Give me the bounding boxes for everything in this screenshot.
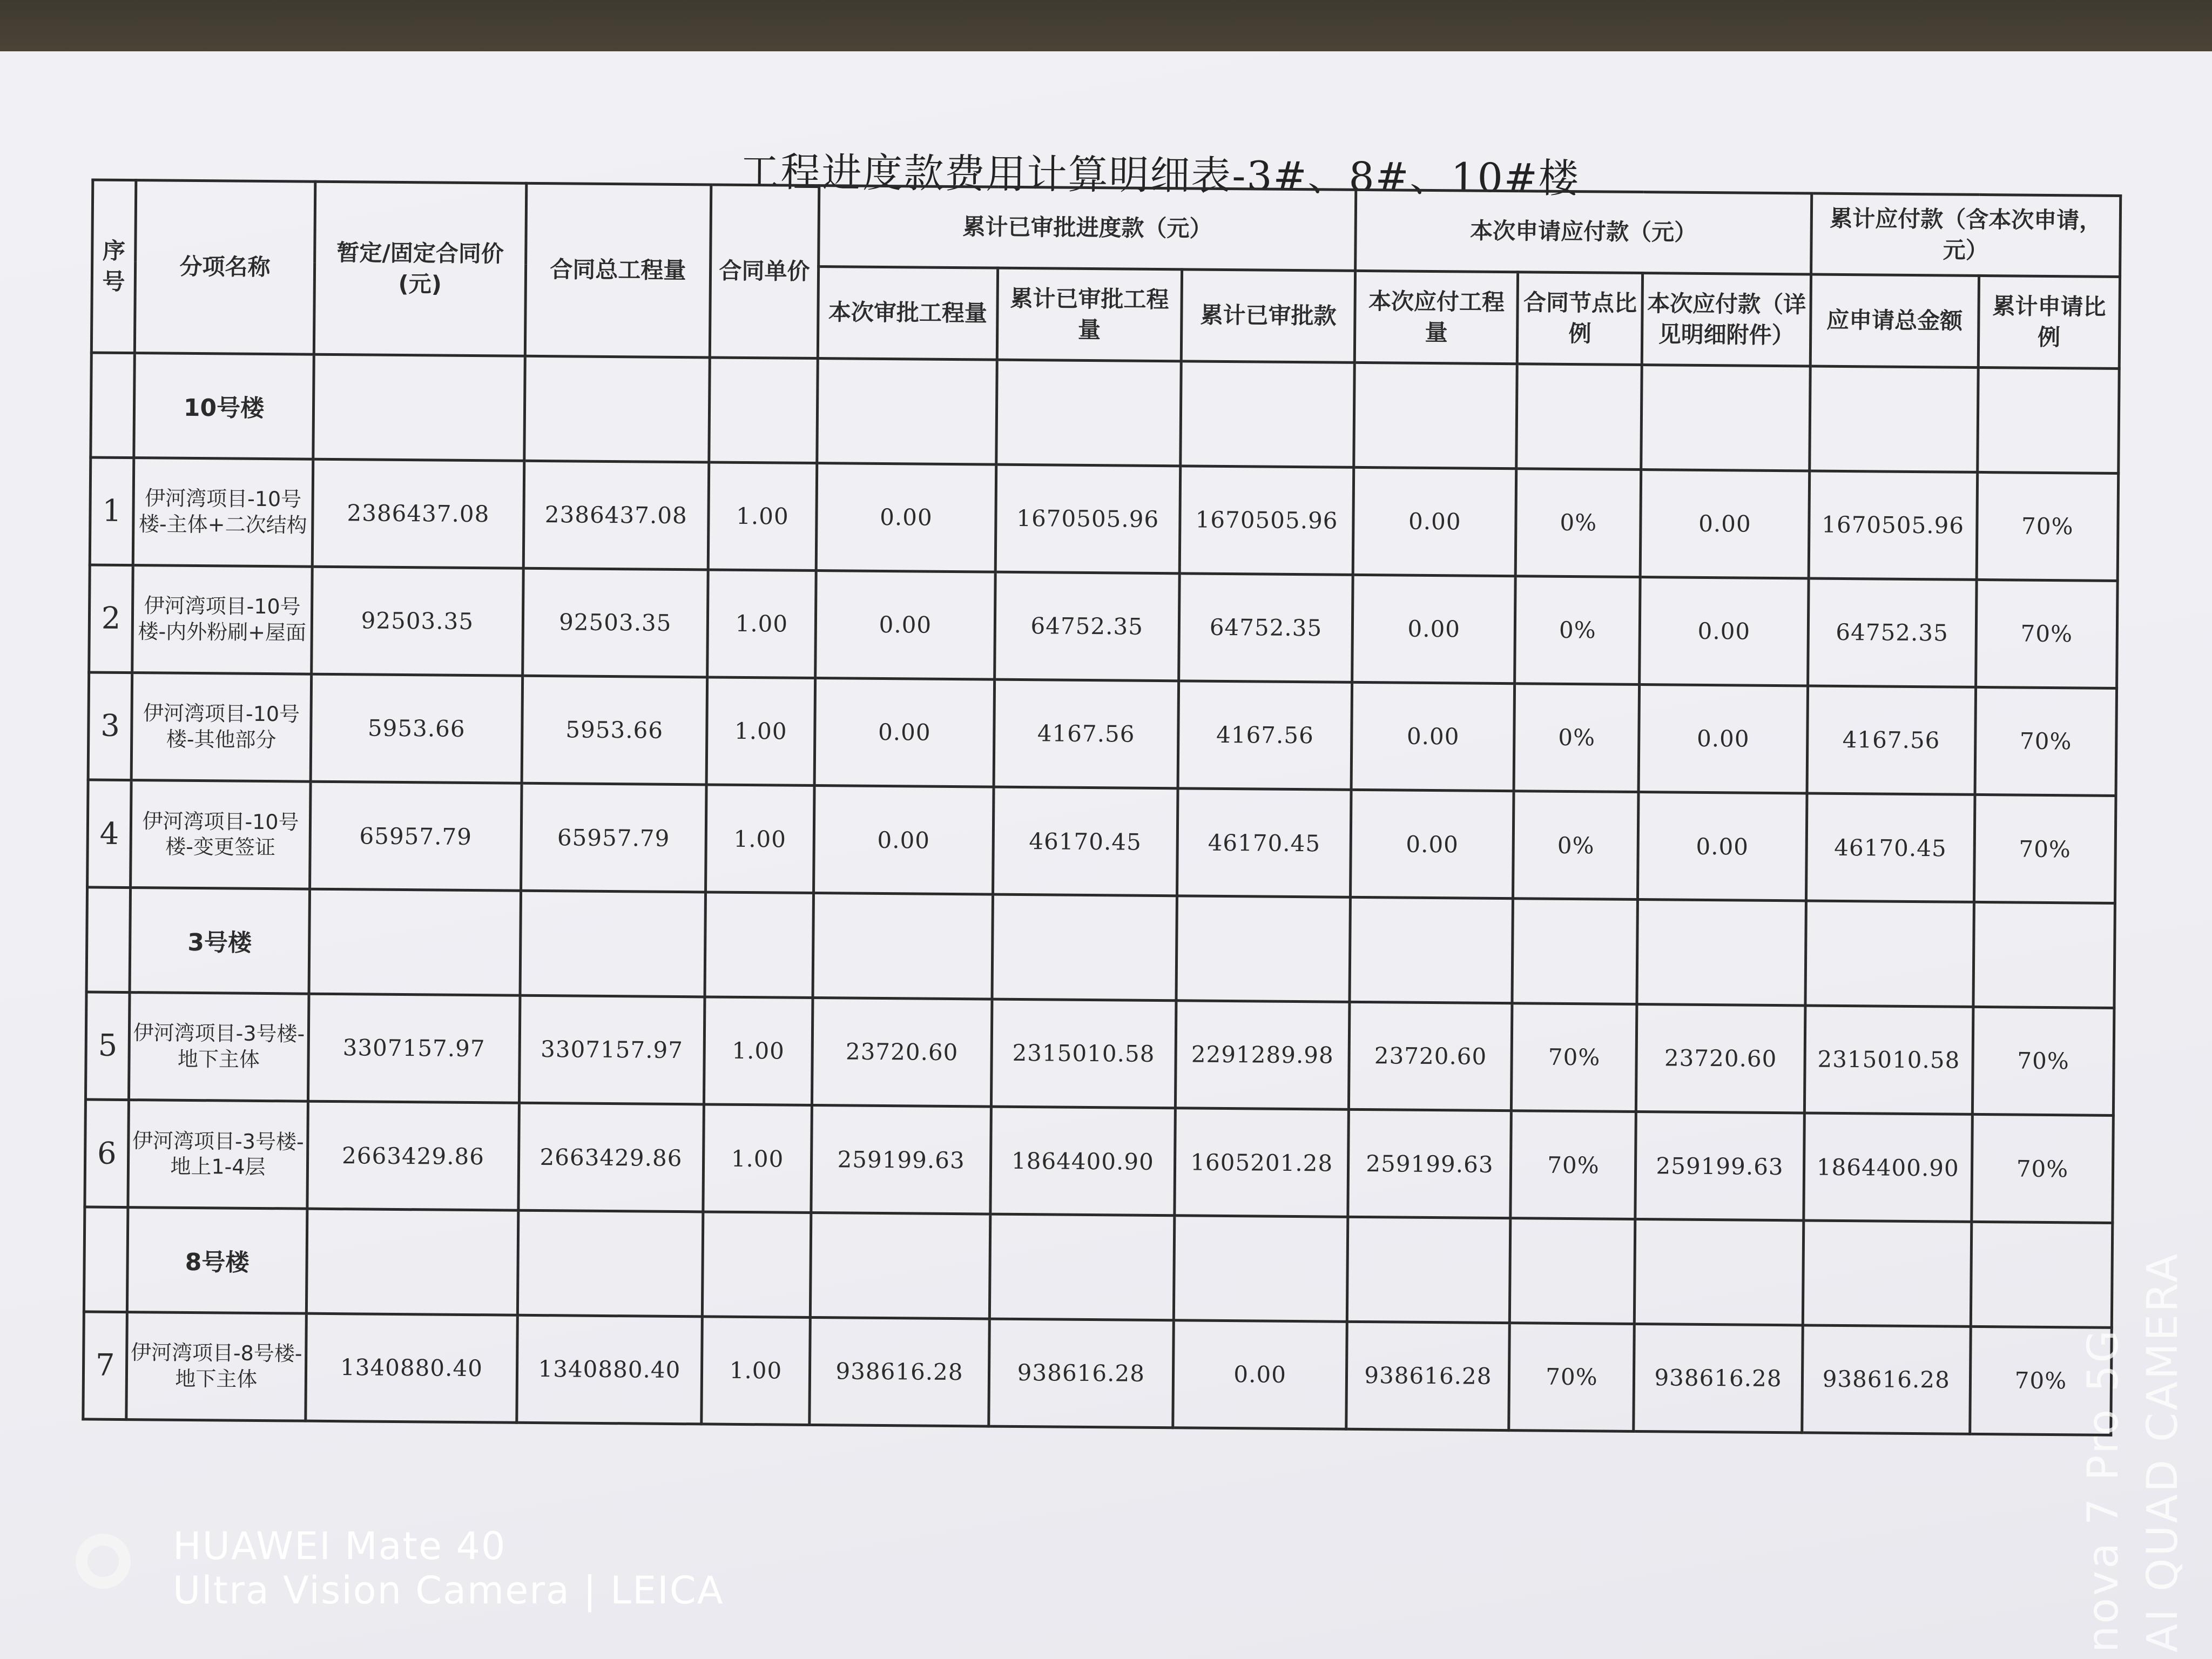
empty-cell (1181, 361, 1355, 467)
header-request-amt: 本次应付款（详见明细附件） (1642, 273, 1811, 366)
cell-approved-cum-qty: 1864400.90 (990, 1107, 1175, 1216)
cell-request-qty: 259199.63 (1348, 1109, 1512, 1218)
cell-contract-price: 5953.66 (311, 674, 523, 783)
row-item-name: 伊河湾项目-3号楼-地上1-4层 (128, 1100, 308, 1209)
empty-cell (1641, 365, 1810, 471)
empty-cell (1637, 900, 1806, 1006)
header-request-qty: 本次应付工程量 (1355, 271, 1519, 363)
cell-contract-price: 1340880.40 (305, 1313, 517, 1422)
empty-cell (1350, 897, 1513, 1003)
cell-request-qty: 0.00 (1353, 467, 1516, 576)
cell-approved-cum-amt: 2291289.98 (1175, 1001, 1350, 1110)
cell-approved-cum-qty: 2315010.58 (991, 999, 1176, 1108)
header-approved-group: 累计已审批进度款（元） (819, 186, 1356, 271)
group-row (91, 353, 2119, 473)
cell-request-amt: 0.00 (1640, 577, 1809, 686)
cell-request-amt: 23720.60 (1636, 1004, 1805, 1113)
cell-total-quantity: 1340880.40 (517, 1315, 702, 1424)
header-name: 分项名称 (135, 180, 315, 355)
cell-request-ratio: 70% (1510, 1111, 1636, 1219)
cell-cum-ratio: 70% (1975, 687, 2117, 795)
document-sheet (49, 135, 2149, 1442)
empty-cell (518, 1210, 703, 1317)
cell-request-ratio: 70% (1509, 1323, 1634, 1432)
cell-request-qty: 0.00 (1351, 682, 1515, 791)
side-watermark-camera: AI QUAD CAMERA (2139, 1251, 2187, 1653)
row-item-name: 伊河湾项目-3号楼-地下主体 (129, 992, 309, 1101)
empty-cell (1516, 364, 1642, 470)
cell-request-qty: 0.00 (1352, 575, 1516, 683)
cell-request-ratio: 0% (1516, 469, 1641, 577)
cell-approved-this: 259199.63 (811, 1105, 991, 1214)
cell-unit-price: 1.00 (708, 462, 817, 571)
row-seq: 4 (87, 780, 132, 888)
empty-cell (1347, 1217, 1511, 1323)
header-cum-total: 应申请总金额 (1810, 274, 1979, 367)
header-approved-this: 本次审批工程量 (818, 267, 998, 360)
cell-cum-ratio: 70% (1977, 472, 2119, 581)
cell-request-amt: 0.00 (1641, 469, 1810, 578)
cell-request-qty: 23720.60 (1349, 1002, 1513, 1110)
cell-contract-price: 92503.35 (311, 567, 523, 676)
table-body (83, 353, 2119, 1435)
table-row (85, 992, 2114, 1116)
table-row (83, 1312, 2112, 1435)
header-unit-price: 合同单价 (710, 185, 819, 359)
cell-request-qty: 0.00 (1351, 790, 1514, 898)
cell-approved-this: 0.00 (817, 463, 996, 572)
cell-unit-price: 1.00 (707, 570, 816, 678)
empty-cell (309, 889, 521, 995)
empty-cell (813, 893, 993, 999)
group-label: 8号楼 (127, 1208, 307, 1313)
cell-approved-cum-amt: 1605201.28 (1175, 1108, 1349, 1217)
cell-approved-cum-amt: 46170.45 (1177, 788, 1351, 898)
watermark-camera: Ultra Vision Camera | LEICA (173, 1568, 724, 1613)
cell-request-amt: 0.00 (1638, 684, 1808, 793)
cell-unit-price: 1.00 (705, 785, 814, 893)
cell-cum-total: 2315010.58 (1804, 1006, 1973, 1115)
row-seq: 3 (88, 672, 132, 780)
group-row (86, 887, 2115, 1008)
header-contract-price: 暂定/固定合同价(元) (314, 181, 527, 356)
cell-request-amt: 938616.28 (1634, 1324, 1803, 1433)
table-row (90, 457, 2118, 581)
cell-approved-cum-qty: 4167.56 (994, 679, 1179, 788)
empty-cell (1803, 1220, 1972, 1326)
cell-request-qty: 938616.28 (1346, 1321, 1510, 1431)
cell-request-amt: 0.00 (1638, 792, 1807, 901)
header-approved-cum-amt: 累计已审批款 (1181, 269, 1355, 363)
cell-unit-price: 1.00 (706, 677, 815, 786)
group-seq-cell (86, 887, 131, 992)
cell-approved-cum-qty: 1670505.96 (995, 464, 1181, 574)
cell-approved-cum-qty: 46170.45 (993, 787, 1178, 896)
header-total-quantity: 合同总工程量 (525, 183, 711, 358)
header-row-1 (92, 180, 2121, 276)
empty-cell (520, 891, 705, 997)
cell-cum-total: 938616.28 (1802, 1325, 1971, 1434)
empty-cell (306, 1209, 518, 1315)
cell-request-ratio: 0% (1513, 791, 1638, 900)
empty-cell (705, 892, 814, 997)
cell-cum-ratio: 70% (1974, 794, 2116, 903)
table-row (85, 1100, 2113, 1223)
row-item-name: 伊河湾项目-10号楼-变更签证 (131, 780, 311, 889)
row-seq: 1 (90, 457, 134, 565)
empty-cell (1805, 901, 1974, 1007)
cell-approved-cum-amt: 0.00 (1173, 1320, 1347, 1429)
empty-cell (989, 1214, 1175, 1320)
cell-approved-this: 0.00 (815, 570, 995, 679)
cell-request-amt: 259199.63 (1635, 1111, 1804, 1220)
cell-approved-this: 23720.60 (812, 997, 992, 1107)
cell-total-quantity: 5953.66 (522, 676, 707, 785)
row-item-name: 伊河湾项目-8号楼-地下主体 (126, 1312, 306, 1421)
table-row (87, 780, 2116, 903)
header-seq: 序号 (91, 180, 136, 353)
empty-cell (1978, 367, 2120, 473)
cell-cum-ratio: 70% (1970, 1326, 2112, 1435)
cell-request-ratio: 70% (1512, 1003, 1637, 1112)
group-seq-cell (91, 353, 135, 457)
header-request-ratio: 合同节点比例 (1518, 272, 1643, 365)
cell-unit-price: 1.00 (704, 997, 813, 1105)
cell-approved-this: 0.00 (814, 678, 994, 787)
table-row (89, 565, 2117, 689)
empty-cell (992, 894, 1177, 1001)
cell-contract-price: 3307157.97 (308, 994, 520, 1103)
cell-cum-total: 4167.56 (1807, 686, 1976, 795)
header-cum-ratio: 累计申请比例 (1978, 275, 2120, 368)
empty-cell (702, 1212, 811, 1317)
cell-cum-total: 1864400.90 (1803, 1113, 1972, 1222)
empty-cell (1176, 896, 1351, 1002)
group-label: 3号楼 (130, 888, 309, 994)
cell-contract-price: 2386437.08 (312, 459, 524, 568)
cell-contract-price: 2663429.86 (307, 1101, 520, 1210)
empty-cell (1354, 362, 1518, 468)
header-request-group: 本次申请应付款（元） (1355, 190, 1812, 274)
cell-request-ratio: 0% (1515, 576, 1640, 685)
row-seq: 2 (89, 565, 133, 673)
cell-cum-ratio: 70% (1975, 579, 2117, 688)
cell-approved-this: 938616.28 (810, 1317, 989, 1426)
empty-cell (709, 358, 818, 463)
empty-cell (1809, 366, 1978, 472)
empty-cell (1174, 1216, 1348, 1321)
cell-approved-cum-amt: 1670505.96 (1179, 466, 1354, 575)
cell-total-quantity: 2386437.08 (523, 461, 709, 570)
cell-request-ratio: 0% (1514, 684, 1639, 792)
payment-table (82, 178, 2122, 1436)
row-item-name: 伊河湾项目-10号楼-主体+二次结构 (133, 457, 313, 567)
empty-cell (313, 354, 525, 461)
cell-total-quantity: 92503.35 (523, 568, 708, 677)
cell-approved-cum-amt: 4167.56 (1178, 681, 1352, 790)
cell-cum-ratio: 70% (1972, 1114, 2114, 1223)
group-seq-cell (84, 1207, 128, 1312)
cell-approved-cum-qty: 938616.28 (988, 1319, 1174, 1428)
row-seq: 6 (85, 1100, 129, 1208)
row-seq: 7 (83, 1312, 127, 1420)
cell-approved-cum-amt: 64752.35 (1179, 574, 1353, 683)
group-label: 10号楼 (134, 353, 314, 459)
cell-cum-total: 46170.45 (1806, 793, 1975, 902)
row-item-name: 伊河湾项目-10号楼-其他部分 (131, 673, 311, 782)
camera-logo-icon (76, 1534, 131, 1589)
empty-cell (1510, 1218, 1635, 1324)
header-cumulative-group: 累计应付款（含本次申请，元） (1811, 193, 2121, 276)
group-row (84, 1207, 2112, 1327)
empty-cell (1971, 1222, 2113, 1327)
cell-total-quantity: 65957.79 (521, 783, 706, 892)
watermark-device: HUAWEI Mate 40 (173, 1524, 507, 1568)
cell-total-quantity: 2663429.86 (518, 1103, 704, 1212)
cell-cum-total: 64752.35 (1808, 578, 1977, 687)
empty-cell (817, 359, 997, 464)
header-approved-cum-qty: 累计已审批工程量 (997, 268, 1182, 361)
cell-unit-price: 1.00 (703, 1104, 812, 1213)
empty-cell (524, 356, 710, 462)
empty-cell (1973, 902, 2115, 1008)
row-seq: 5 (85, 992, 130, 1100)
document-title: 工程进度款费用计算明细表-3#、8#、10#楼 (739, 149, 1580, 203)
cell-total-quantity: 3307157.97 (520, 995, 705, 1104)
empty-cell (996, 360, 1181, 466)
empty-cell (811, 1213, 990, 1319)
empty-cell (1512, 899, 1637, 1004)
empty-cell (1635, 1219, 1804, 1325)
cell-contract-price: 65957.79 (309, 781, 522, 891)
cell-cum-total: 1670505.96 (1809, 471, 1978, 580)
table-row (88, 672, 2116, 796)
cell-approved-cum-qty: 64752.35 (994, 572, 1179, 681)
cell-cum-ratio: 70% (1972, 1007, 2114, 1115)
cell-approved-this: 0.00 (814, 786, 994, 895)
cell-unit-price: 1.00 (701, 1317, 810, 1425)
side-watermark-model: nova 7 Pro 5G (2079, 1328, 2128, 1653)
row-item-name: 伊河湾项目-10号楼-内外粉刷+屋面 (132, 565, 312, 674)
